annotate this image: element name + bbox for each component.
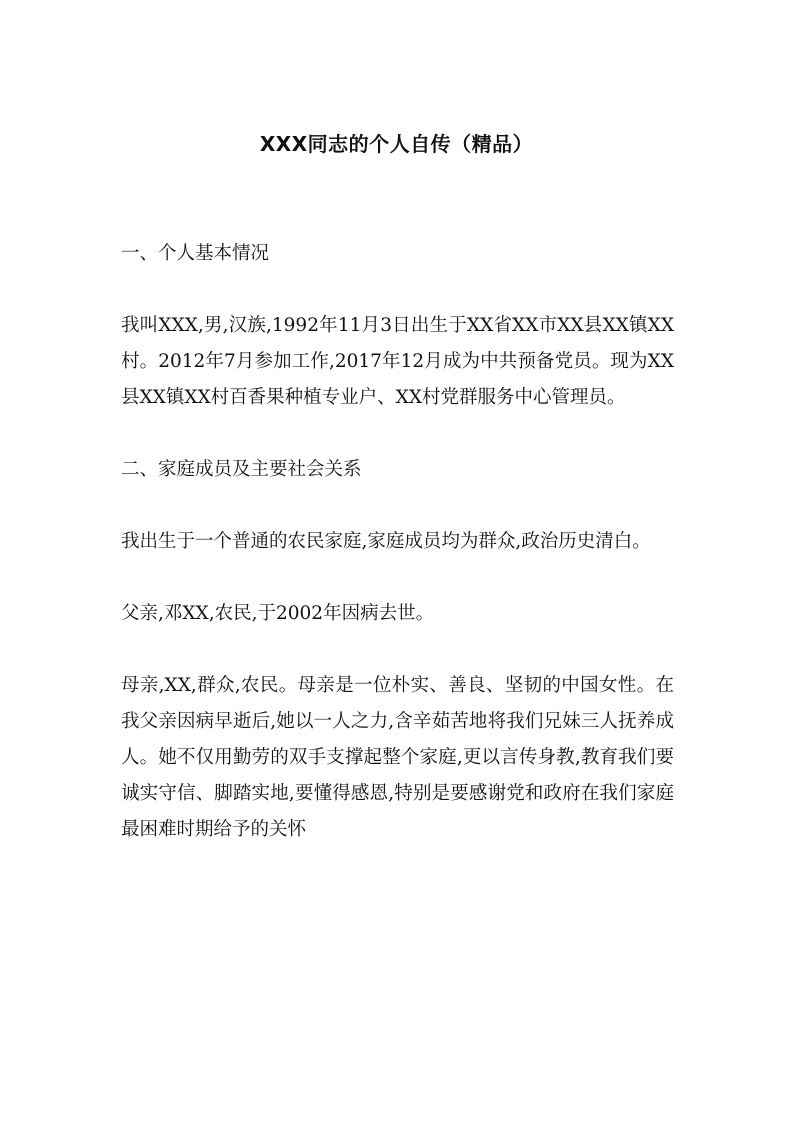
document-body [121,236,674,884]
paragraph-basic-info: 我叫XXX,男,汉族,1992年11月3日出生于XX省XX市XX县XX镇XX村。2012年7月参加工作,2017年12月成为中共预备党员。现为XX县XX镇XX村百香果种植专业户、XX村党群服务中心管理员。 [121,315,674,408]
paragraph-mother: 母亲,XX,群众,农民。母亲是一位朴实、善良、坚韧的中国女性。在我父亲因病早逝后,她以一人之力,含辛茹苦地将我们兄妹三人抚养成人。她不仅用勤劳的双手支撑起整个家庭,更以言传身教,教育我们要诚实守信、脚踏实地,要懂得感恩,特别是要感谢党和政府在我们家庭最困难时期给予的关怀 [121,675,674,840]
section-heading-basic-info: 一、个人基本情况 [121,243,270,264]
document-title: XXX同志的个人自传（精品） [259,132,534,156]
paragraph-family-intro: 我出生于一个普通的农民家庭,家庭成员均为群众,政治历史清白。 [121,531,651,552]
paragraph-father: 父亲,邓XX,农民,于2002年因病去世。 [121,603,435,624]
section-heading-family: 二、家庭成员及主要社会关系 [121,459,362,480]
